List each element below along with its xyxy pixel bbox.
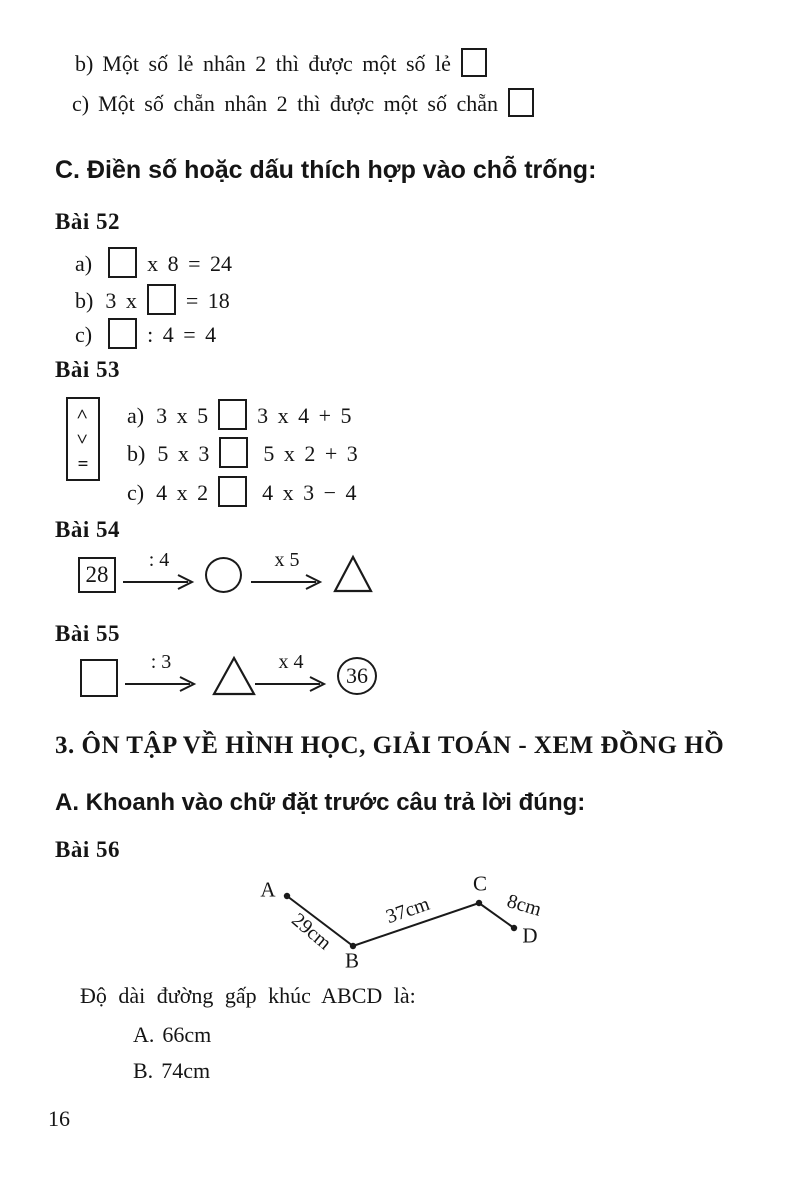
operation-label: : 4	[148, 549, 170, 571]
flow-start-box-empty	[80, 659, 118, 697]
equation-right: = 18	[185, 288, 230, 313]
arrow-icon	[122, 572, 196, 590]
comparison-signs-box	[66, 397, 100, 481]
flow-arrow-divide	[124, 652, 198, 692]
arrow-icon	[250, 572, 324, 590]
item-label: b)	[127, 441, 146, 466]
bai52-item-c	[75, 318, 219, 349]
equation-left: 3 x	[105, 288, 137, 313]
item-label: a)	[75, 251, 93, 276]
flow-start-value: 28	[85, 562, 109, 587]
option-value: 66cm	[162, 1022, 212, 1047]
option-b	[133, 1058, 210, 1084]
flow-start-box	[78, 557, 116, 593]
answer-box	[218, 476, 247, 507]
flow-triangle-shape	[332, 554, 374, 594]
segment-label-cd: 8cm	[504, 890, 544, 921]
section-a-heading: A. Khoanh vào chữ đặt trước câu trả lời đúng:	[55, 789, 586, 816]
answer-box	[108, 318, 137, 349]
bai52-item-a	[75, 247, 235, 278]
arrow-icon	[124, 674, 198, 692]
section-c-heading: C. Điền số hoặc dấu thích hợp vào chỗ trống:	[55, 156, 597, 184]
answer-box	[461, 48, 487, 77]
equals-sign: =	[77, 453, 89, 475]
item-label: c)	[127, 480, 145, 505]
bai53-title: Bài 53	[55, 357, 120, 382]
answer-box	[219, 437, 248, 468]
answer-box	[508, 88, 534, 117]
expression-right: 5 x 2 + 3	[263, 441, 358, 466]
bai55-title: Bài 55	[55, 621, 120, 646]
item-label: c)	[75, 322, 93, 347]
answer-box	[147, 284, 176, 315]
segment-label-ab: 29cm	[287, 908, 336, 955]
bai53-item-c	[127, 476, 360, 507]
greater-than-sign: >	[71, 408, 93, 419]
option-label: B.	[133, 1058, 154, 1083]
option-a	[133, 1022, 211, 1048]
item-label: b)	[75, 51, 94, 76]
expression-left: 4 x 2	[156, 480, 209, 505]
equation-right: x 8 = 24	[147, 251, 233, 276]
bai54-title: Bài 54	[55, 517, 120, 542]
point-label-b: B	[344, 948, 360, 973]
answer-box	[108, 247, 137, 278]
bai52-item-b	[75, 284, 233, 315]
statement-text: Một số lẻ nhân 2 thì được một số lẻ	[102, 51, 451, 76]
statement-line-c	[72, 88, 541, 117]
point-label-c: C	[472, 871, 488, 896]
flow-arrow-multiply	[254, 652, 328, 692]
section3-heading: 3. ÔN TẬP VỀ HÌNH HỌC, GIẢI TOÁN - XEM ĐỒNG HỒ	[55, 732, 725, 759]
flow-result-circle	[337, 657, 377, 695]
equation-right: : 4 = 4	[147, 322, 217, 347]
item-label: c)	[72, 91, 90, 116]
less-than-sign: <	[71, 433, 93, 445]
flow-circle-shape	[205, 557, 242, 593]
flow-result-value: 36	[346, 663, 368, 688]
item-label: b)	[75, 288, 94, 313]
item-label: a)	[127, 403, 145, 428]
option-label: A.	[133, 1022, 155, 1047]
bai53-item-b	[127, 437, 361, 468]
bai52-title: Bài 52	[55, 209, 120, 234]
statement-line-b	[75, 48, 494, 77]
segment-label-bc: 37cm	[383, 892, 433, 929]
option-value: 74cm	[161, 1058, 211, 1083]
expression-right: 3 x 4 + 5	[257, 403, 352, 428]
operation-label: x 4	[278, 651, 304, 673]
point-label-d: D	[522, 923, 538, 948]
operation-label: : 3	[150, 651, 172, 673]
bai56-title: Bài 56	[55, 837, 120, 862]
expression-left: 3 x 5	[156, 403, 209, 428]
bai56-question: Độ dài đường gấp khúc ABCD là:	[80, 983, 416, 1008]
flow-triangle-shape	[210, 655, 258, 697]
answer-box	[218, 399, 247, 430]
flow-arrow-divide	[122, 550, 196, 590]
arrow-icon	[254, 674, 328, 692]
operation-label: x 5	[274, 549, 300, 571]
point-label-a: A	[260, 877, 276, 902]
expression-right: 4 x 3 − 4	[262, 480, 357, 505]
expression-left: 5 x 3	[157, 441, 210, 466]
page-number: 16	[48, 1106, 70, 1131]
polyline-diagram	[240, 860, 560, 990]
statement-text: Một số chẵn nhân 2 thì được một số chẵn	[98, 91, 498, 116]
bai53-item-a	[127, 399, 355, 430]
flow-arrow-multiply	[250, 550, 324, 590]
